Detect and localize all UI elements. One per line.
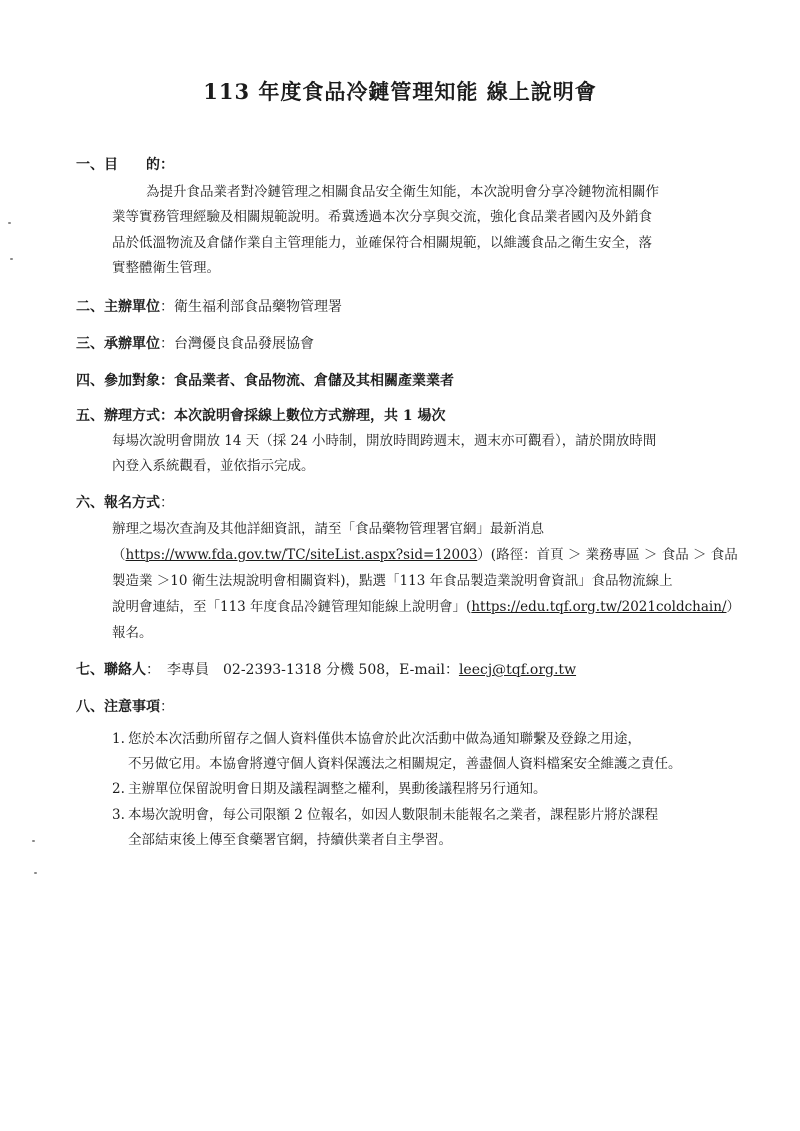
- path-text: ）(路徑：首頁 ＞ 業務專區 ＞ 食品 ＞ 食品: [477, 547, 738, 563]
- note-text: 本場次說明會，每公司限額 2 位報名，如因人數限制未能報名之業者，課程影片將於課程: [128, 807, 659, 823]
- note-item-2: [112, 780, 762, 798]
- purpose-line-4: 實整體衛生管理。: [112, 260, 220, 276]
- format-line-2: 內登入系統觀看，並依指示完成。: [112, 458, 315, 474]
- purpose-line-2: 業等實務管理經驗及相關規範說明。希冀透過本次分享與交流，強化食品業者國內及外銷食: [112, 209, 652, 225]
- section-notes-heading: [76, 698, 756, 716]
- section-heading: 主辦單位: [104, 299, 160, 315]
- participants-text: 參加對象：食品業者、食品物流、倉儲及其相關產業業者: [104, 373, 454, 389]
- format-text: 辦理方式：本次說明會採線上數位方式辦理，共 1 場次: [104, 408, 446, 424]
- organizer-value: ：衛生福利部食品藥物管理署: [160, 299, 342, 315]
- note-item-3-continued: 全部結束後上傳至食藥署官網，持續供業者自主學習。: [128, 832, 452, 848]
- section-heading: 注意事項: [104, 699, 160, 715]
- document-title: 113 年度食品冷鏈管理知能 線上說明會: [203, 79, 597, 104]
- section-heading: 目 的：: [104, 157, 174, 173]
- section-number: 五、: [76, 408, 104, 424]
- paren-close: ）: [726, 599, 740, 615]
- section-number: 四、: [76, 373, 104, 389]
- section-heading: 聯絡人: [104, 662, 146, 678]
- section-heading: 報名方式: [104, 495, 160, 511]
- section-colon: ：: [160, 699, 174, 715]
- registration-line-4: [112, 598, 752, 616]
- contact-text: ： 李專員 02-2393-1318 分機 508，E-mail：: [146, 662, 459, 678]
- section-contact: [76, 661, 756, 679]
- purpose-line-3: 品於低溫物流及倉儲作業自主管理能力，並確保符合相關規範，以維護食品之衛生安全，落: [112, 235, 652, 251]
- section-number: 八、: [76, 699, 104, 715]
- note-item-1: [112, 730, 762, 748]
- paren-open: （: [112, 547, 126, 563]
- scan-speck: [34, 872, 37, 874]
- registration-line-5: 報名。: [112, 625, 153, 641]
- note-number: 1.: [112, 731, 125, 747]
- registration-link-prefix: 說明會連結，至「113 年度食品冷鏈管理知能線上說明會」(: [112, 599, 472, 615]
- purpose-line-1: 為提升食品業者對冷鏈管理之相關食品安全衛生知能，本次說明會分享冷鏈物流相關作: [146, 184, 659, 200]
- note-number: 2.: [112, 781, 125, 797]
- tqf-link[interactable]: https://edu.tqf.org.tw/2021coldchain/: [471, 599, 727, 615]
- contact-email-link[interactable]: leecj@tqf.org.tw: [458, 662, 577, 678]
- note-number: 3.: [112, 807, 125, 823]
- note-text: 主辦單位保留說明會日期及議程調整之權利，異動後議程將另行通知。: [128, 781, 547, 797]
- section-number: 二、: [76, 299, 104, 315]
- scan-speck: [10, 258, 13, 260]
- note-item-1-continued: 不另做它用。本協會將遵守個人資料保護法之相關規定，善盡個人資料檔案安全維護之責任。: [128, 756, 682, 772]
- note-text: 您於本次活動所留存之個人資料僅供本協會於此次活動中做為通知聯繫及登錄之用途，: [128, 731, 641, 747]
- registration-line-3: 製造業 ＞10 衛生法規說明會相關資料)，點選「113 年食品製造業說明會資訊」食品物流線上: [112, 573, 673, 589]
- scan-speck: [8, 222, 11, 224]
- registration-line-1: 辦理之場次查詢及其他詳細資訊，請至「食品藥物管理署官網」最新消息: [112, 521, 544, 537]
- section-participants: [76, 372, 756, 390]
- section-registration-heading: [76, 494, 756, 512]
- section-colon: ：: [160, 495, 174, 511]
- format-line-1: 每場次說明會開放 14 天（採 24 小時制，開放時間跨週末，週末亦可觀看），請於開放時間: [112, 433, 657, 449]
- section-organizer: [76, 298, 756, 316]
- section-format: [76, 407, 756, 425]
- section-number: 一、: [76, 157, 104, 173]
- section-number: 六、: [76, 495, 104, 511]
- scan-speck: [32, 840, 35, 842]
- section-coorganizer: [76, 335, 756, 353]
- section-purpose-heading: [76, 156, 756, 174]
- coorganizer-value: ：台灣優良食品發展協會: [160, 336, 314, 352]
- section-number: 三、: [76, 336, 104, 352]
- section-heading: 承辦單位: [104, 336, 160, 352]
- fda-link[interactable]: https://www.fda.gov.tw/TC/siteList.aspx?sid=12003: [125, 547, 478, 563]
- note-item-3: [112, 806, 762, 824]
- section-number: 七、: [76, 662, 104, 678]
- registration-line-2: [112, 546, 752, 564]
